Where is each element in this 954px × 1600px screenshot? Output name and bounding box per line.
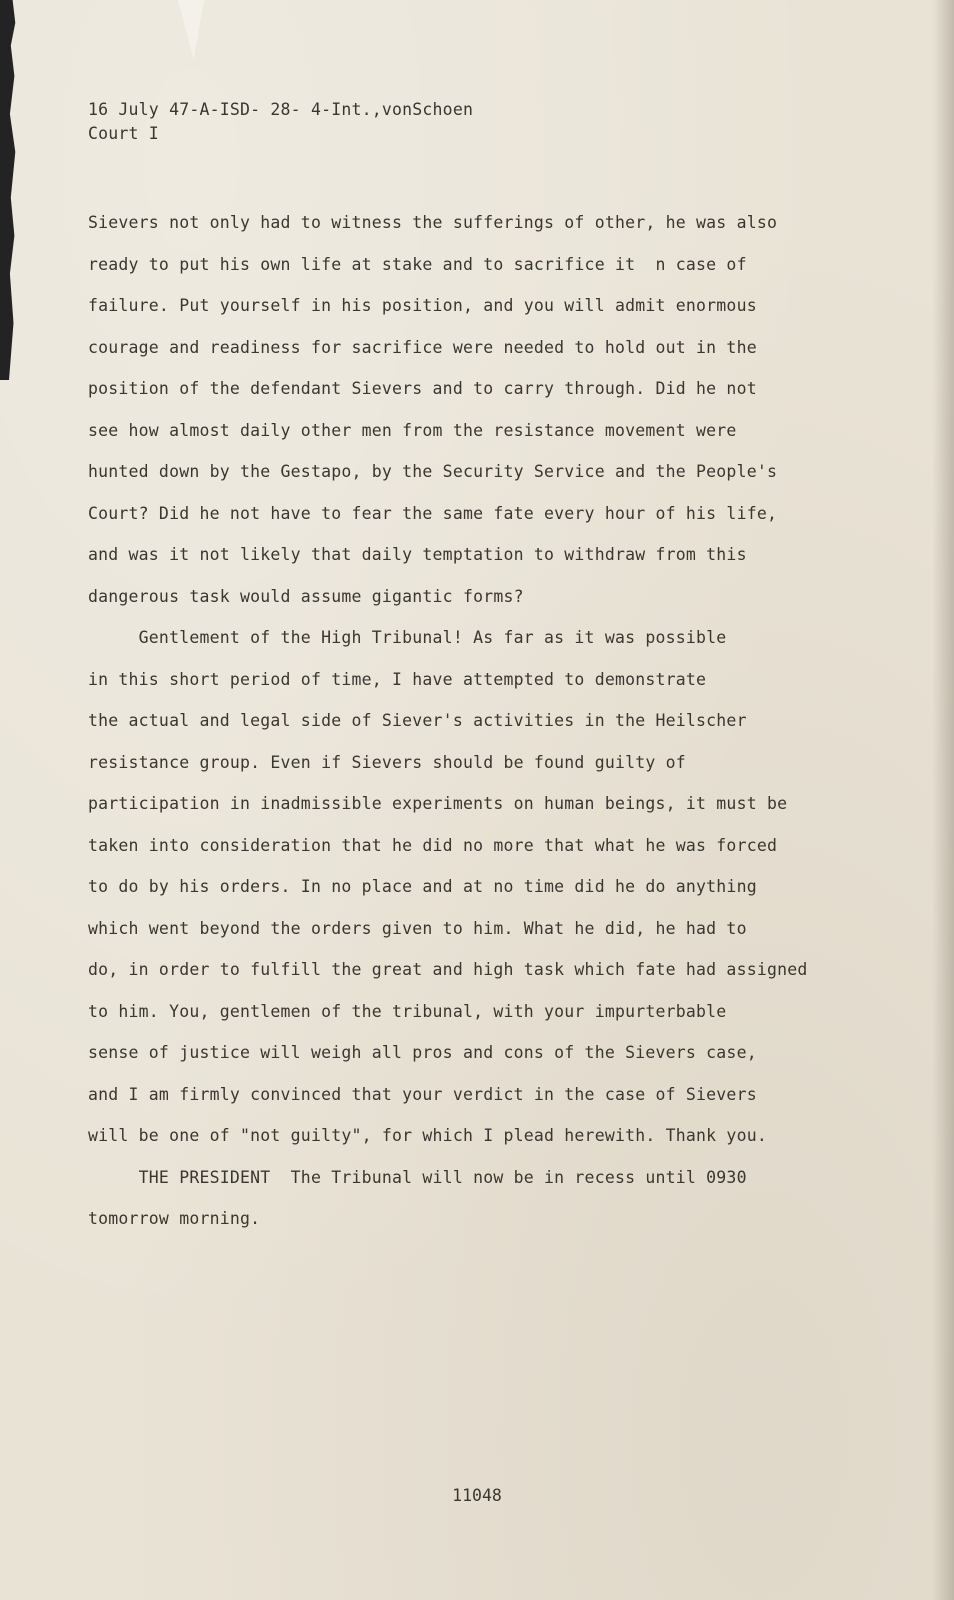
text-line: ready to put his own life at stake and to sacrifice it n case of <box>88 254 747 274</box>
text-line: which went beyond the orders given to him. What he did, he had to <box>88 918 747 938</box>
text-line: tomorrow morning. <box>88 1209 261 1228</box>
paper-edge-shadow <box>932 0 954 1600</box>
text-line: Court? Did he not have to fear the same fate every hour of his life, <box>88 503 778 523</box>
document-body <box>88 202 868 1240</box>
torn-edge <box>0 0 18 380</box>
text-line: sense of justice will weigh all pros and cons of the Sievers case, <box>88 1043 757 1062</box>
page-number: 11048 <box>452 1486 502 1505</box>
text-line: resistance group. Even if Sievers should be found guilty of <box>88 752 686 772</box>
text-line: to him. You, gentlemen of the tribunal, with your impurterbable <box>88 1001 727 1021</box>
text-line: and was it not likely that daily temptation to withdraw from this <box>88 545 747 564</box>
document-reference: 16 July 47-A-ISD- 28- 4-Int.,vonSchoen <box>88 100 474 119</box>
text-line: do, in order to fulfill the great and high task which fate had assigned <box>88 960 808 979</box>
text-line: courage and readiness for sacrifice were needed to hold out in the <box>88 337 757 357</box>
text-line: see how almost daily other men from the resistance movement were <box>88 420 737 440</box>
text-line: to do by his orders. In no place and at no time did he do anything <box>88 877 757 896</box>
text-line: Gentlement of the High Tribunal! As far as it was possible <box>88 628 727 647</box>
typed-document <box>88 98 868 1240</box>
court-label: Court I <box>88 124 159 143</box>
text-line: dangerous task would assume gigantic forms? <box>88 586 524 606</box>
text-line: position of the defendant Sievers and to carry through. Did he not <box>88 379 757 398</box>
text-line: taken into consideration that he did no more that what he was forced <box>88 835 778 855</box>
text-line: Sievers not only had to witness the sufferings of other, he was also <box>88 213 778 232</box>
text-line: will be one of "not guilty", for which I plead herewith. Thank you. <box>88 1126 767 1145</box>
text-line: the actual and legal side of Siever's activities in the Heilscher <box>88 711 747 730</box>
paper-fold <box>178 0 204 60</box>
text-line: THE PRESIDENT The Tribunal will now be in recess until 0930 <box>88 1167 747 1187</box>
text-line: participation in inadmissible experiments on human beings, it must be <box>88 794 788 813</box>
text-line: hunted down by the Gestapo, by the Security Service and the People's <box>88 462 778 481</box>
text-line: and I am firmly convinced that your verdict in the case of Sievers <box>88 1084 757 1104</box>
text-line: in this short period of time, I have attempted to demonstrate <box>88 669 707 689</box>
text-line: failure. Put yourself in his position, and you will admit enormous <box>88 296 757 315</box>
